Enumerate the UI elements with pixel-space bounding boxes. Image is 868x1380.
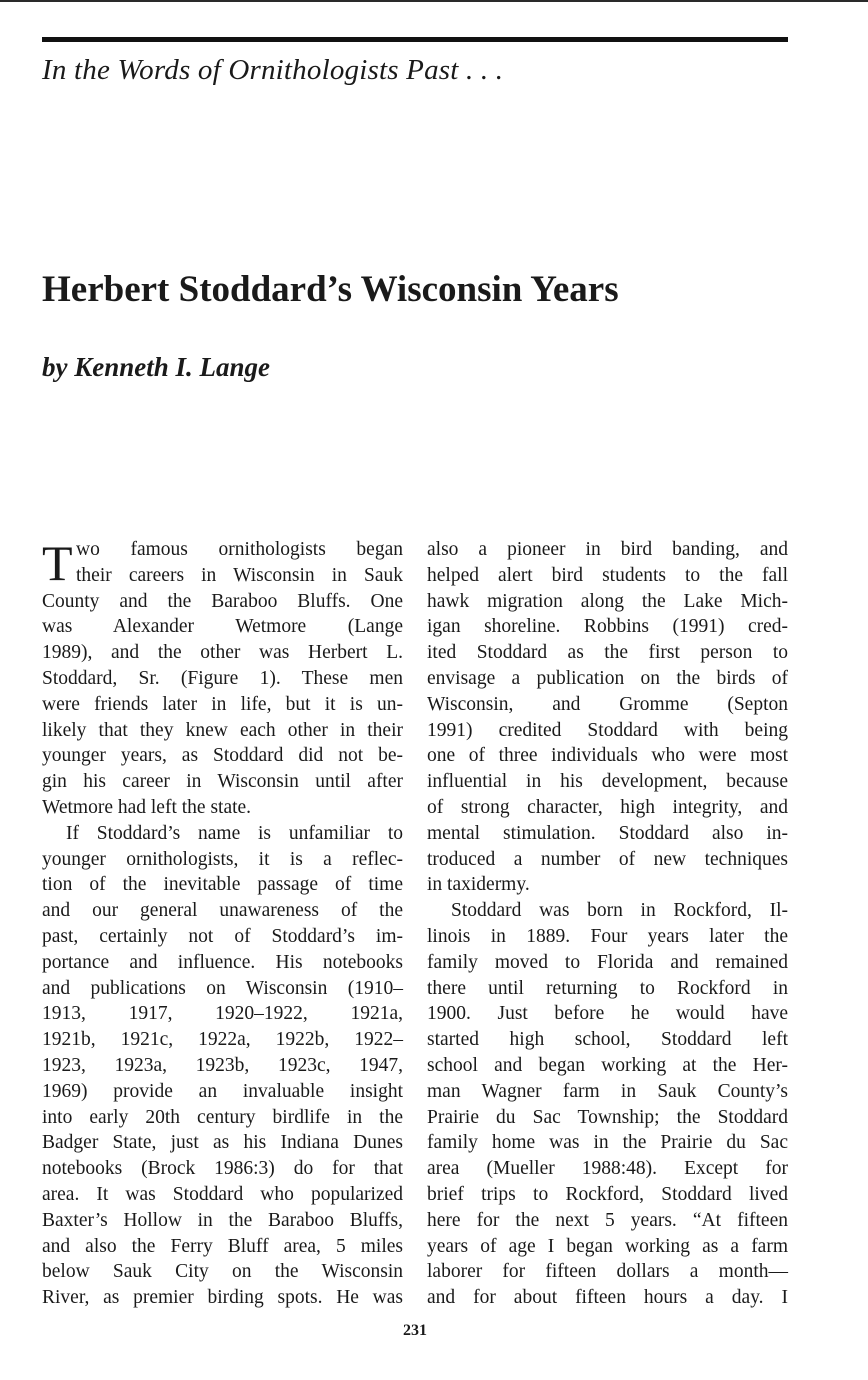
header-rule: [42, 37, 788, 42]
text-line: laborer for fifteen dollars a month—: [427, 1261, 788, 1283]
text-line: and publications on Wisconsin (1910–: [42, 977, 403, 999]
text-line: below Sauk City on the Wisconsin: [42, 1261, 403, 1283]
text-line: here for the next 5 years. “At fifteen: [427, 1209, 788, 1231]
text-line: Badger State, just as his Indiana Dunes: [42, 1132, 403, 1154]
text-line: area. It was Stoddard who popularized: [42, 1183, 403, 1205]
text-line: family moved to Florida and remained: [427, 951, 788, 973]
text-line: Wetmore had left the state.: [42, 796, 252, 818]
text-line: one of three individuals who were most: [427, 745, 788, 767]
text-line: influential in his development, because: [427, 771, 788, 793]
text-line: hawk migration along the Lake Mich-: [427, 590, 788, 612]
text-line: there until returning to Rockford in: [427, 977, 788, 999]
text-line: linois in 1889. Four years later the: [427, 925, 788, 947]
text-line: and also the Ferry Bluff area, 5 miles: [42, 1235, 403, 1257]
text-line: 1969) provide an invaluable insight: [42, 1080, 403, 1102]
text-line: If Stoddard’s name is unfamiliar to: [66, 822, 403, 844]
text-line: River, as premier birding spots. He was: [42, 1287, 403, 1309]
text-line: years of age I began working as a farm: [427, 1235, 788, 1257]
byline: by Kenneth I. Lange: [42, 352, 271, 382]
text-line: igan shoreline. Robbins (1991) cred-: [427, 616, 788, 638]
text-column-right: [427, 537, 788, 1311]
text-line: 1923, 1923a, 1923b, 1923c, 1947,: [42, 1054, 403, 1076]
text-line: helped alert bird students to the fall: [427, 564, 788, 586]
text-line: 1991) credited Stoddard with being: [427, 719, 788, 741]
text-line: Stoddard was born in Rockford, Il-: [451, 900, 788, 922]
text-line: mental stimulation. Stoddard also in-: [427, 822, 788, 844]
text-column-left: [42, 537, 403, 1311]
text-line: ited Stoddard as the first person to: [427, 642, 788, 664]
text-line: Baxter’s Hollow in the Baraboo Bluffs,: [42, 1209, 403, 1231]
text-line: 1989), and the other was Herbert L.: [42, 642, 403, 664]
text-line: past, certainly not of Stoddard’s im-: [42, 925, 403, 947]
article-title: Herbert Stoddard’s Wisconsin Years: [42, 269, 619, 310]
text-line: younger years, as Stoddard did not be-: [42, 745, 403, 767]
text-line: their careers in Wisconsin in Sauk: [76, 564, 403, 586]
text-line: envisage a publication on the birds of: [427, 667, 788, 689]
text-line: also a pioneer in bird banding, and: [427, 539, 788, 560]
text-line: into early 20th century birdlife in the: [42, 1106, 403, 1128]
text-line: school and began working at the Her-: [427, 1054, 788, 1076]
text-line: of strong character, high integrity, and: [427, 796, 788, 818]
text-line: started high school, Stoddard left: [427, 1029, 788, 1051]
text-line: man Wagner farm in Sauk County’s: [427, 1080, 788, 1102]
text-line: and for about fifteen hours a day. I: [427, 1287, 788, 1309]
text-line: Wisconsin, and Gromme (Septon: [427, 693, 788, 715]
text-line: notebooks (Brock 1986:3) do for that: [42, 1158, 403, 1180]
top-edge-rule: [0, 0, 868, 2]
text-line: gin his career in Wisconsin until after: [42, 771, 403, 793]
text-line: in taxidermy.: [427, 874, 530, 896]
text-line: 1900. Just before he would have: [427, 1003, 788, 1025]
text-line: County and the Baraboo Bluffs. One: [42, 590, 403, 612]
text-line: 1921b, 1921c, 1922a, 1922b, 1922–: [42, 1029, 403, 1051]
text-line: portance and influence. His notebooks: [42, 951, 403, 973]
text-line: and our general unawareness of the: [42, 900, 403, 922]
text-line: family home was in the Prairie du Sac: [427, 1132, 788, 1154]
text-line: younger ornithologists, it is a reflec-: [42, 848, 403, 870]
text-line: were friends later in life, but it is un-: [42, 693, 403, 715]
text-line: likely that they knew each other in their: [42, 719, 403, 741]
text-line: 1913, 1917, 1920–1922, 1921a,: [42, 1003, 403, 1025]
text-line: brief trips to Rockford, Stoddard lived: [427, 1183, 788, 1205]
text-line: Prairie du Sac Township; the Stoddard: [427, 1106, 788, 1128]
text-line: was Alexander Wetmore (Lange: [42, 616, 403, 638]
drop-cap: T: [42, 535, 73, 591]
text-line: wo famous ornithologists began: [76, 539, 403, 560]
text-line: area (Mueller 1988:48). Except for: [427, 1158, 788, 1180]
text-line: tion of the inevitable passage of time: [42, 874, 403, 896]
page-number: 231: [403, 1322, 427, 1339]
text-line: Stoddard, Sr. (Figure 1). These men: [42, 667, 403, 689]
series-title: In the Words of Ornithologists Past . . .: [42, 54, 504, 86]
text-line: troduced a number of new techniques: [427, 848, 788, 870]
